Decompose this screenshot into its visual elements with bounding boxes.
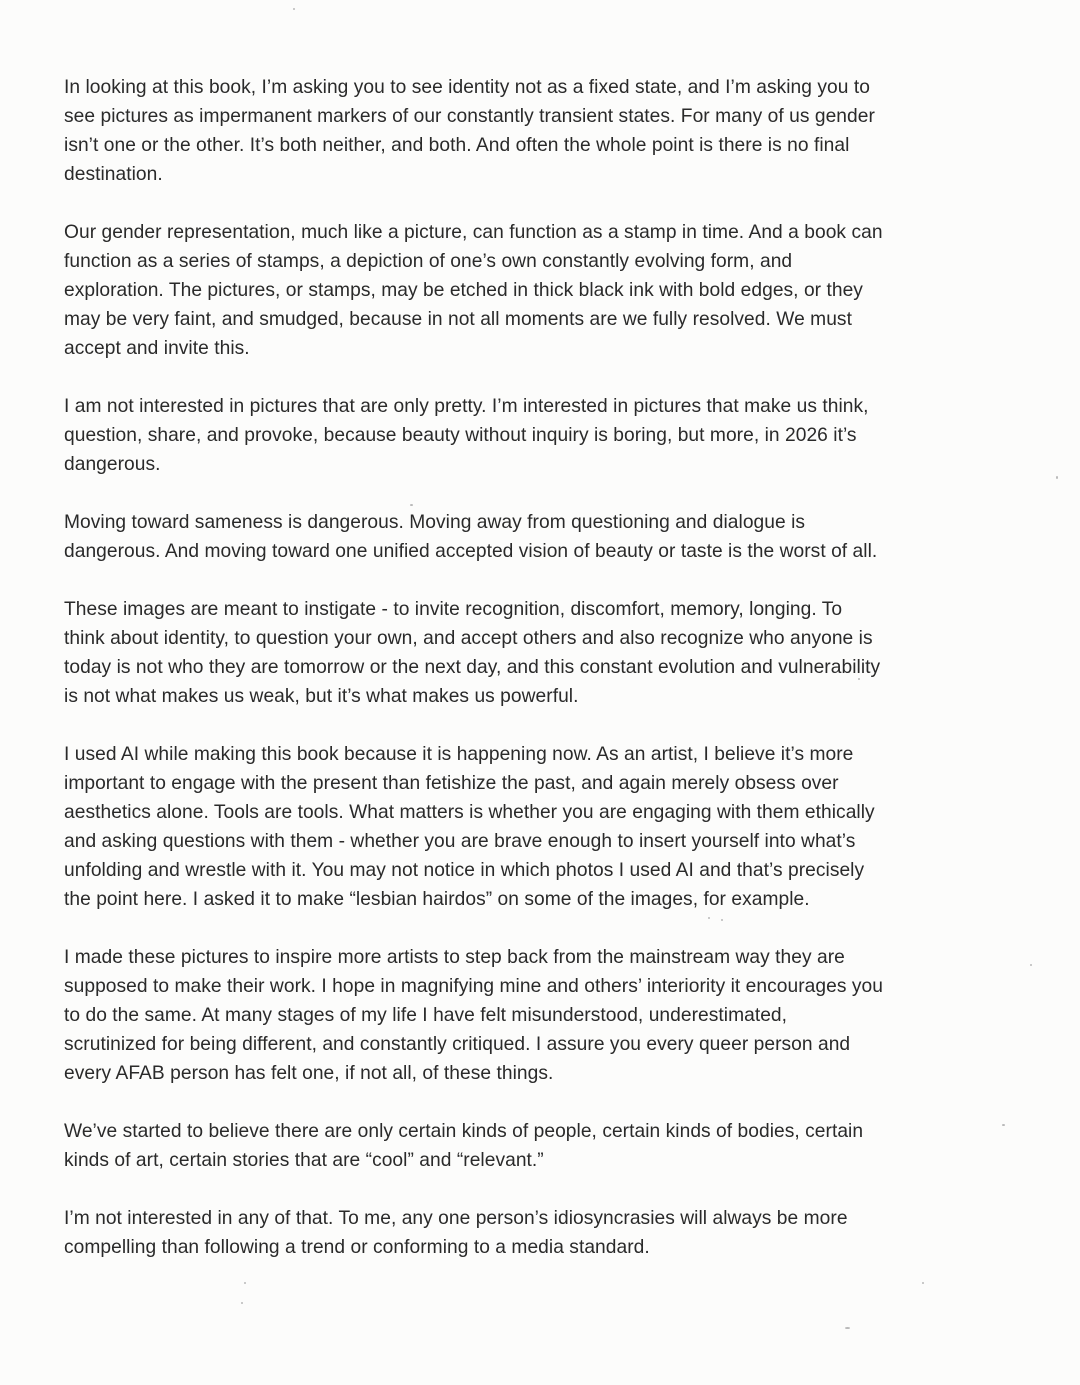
text-line: to do the same. At many stages of my life I have felt misunderstood, underestimated,: [64, 1005, 788, 1026]
text-line: see pictures as impermanent markers of our constantly transient states. For many of us gender: [64, 106, 875, 127]
text-line: and asking questions with them - whether you are brave enough to insert yourself into what’s: [64, 831, 856, 852]
text-line: isn’t one or the other. It’s both neither, and both. And often the whole point is there is no final: [64, 135, 850, 156]
text-line: I’m not interested in any of that. To me, any one person’s idiosyncrasies will always be more: [64, 1208, 848, 1229]
text-line: scrutinized for being different, and constantly critiqued. I assure you every queer person and: [64, 1034, 851, 1055]
scan-speck: [708, 917, 710, 919]
text-line: unfolding and wrestle with it. You may not notice in which photos I used AI and that’s precisely: [64, 860, 865, 881]
paragraph: [64, 943, 1004, 1088]
text-line: question, share, and provoke, because beauty without inquiry is boring, but more, in 2026 it’s: [64, 425, 857, 446]
scan-speck: [244, 1282, 246, 1284]
paragraph: [64, 740, 1004, 914]
text-line: destination.: [64, 164, 163, 185]
text-line: aesthetics alone. Tools are tools. What matters is whether you are engaging with them ethically: [64, 802, 875, 823]
scan-speck: [293, 8, 295, 10]
paragraph: [64, 73, 1004, 189]
text-line: Moving toward sameness is dangerous. Moving away from questioning and dialogue is: [64, 512, 806, 533]
text-line: important to engage with the present than fetishize the past, and again merely obsess over: [64, 773, 839, 794]
text-line: supposed to make their work. I hope in magnifying mine and others’ interiority it encourages you: [64, 976, 883, 997]
document-body: [64, 73, 1004, 1291]
text-line: In looking at this book, I’m asking you to see identity not as a fixed state, and I’m asking you to: [64, 77, 870, 98]
text-line: dangerous.: [64, 454, 161, 475]
paragraph: [64, 218, 1004, 363]
scan-speck: [241, 1302, 243, 1304]
text-line: Our gender representation, much like a picture, can function as a stamp in time. And a book can: [64, 222, 883, 243]
text-line: every AFAB person has felt one, if not all, of these things.: [64, 1063, 554, 1084]
text-line: may be very faint, and smudged, because in not all moments are we fully resolved. We must: [64, 309, 852, 330]
paragraph: [64, 508, 1004, 566]
scan-speck: [410, 504, 413, 506]
text-line: accept and invite this.: [64, 338, 250, 359]
text-line: exploration. The pictures, or stamps, may be etched in thick black ink with bold edges, or they: [64, 280, 863, 301]
scan-speck: [858, 678, 860, 680]
text-line: compelling than following a trend or conforming to a media standard.: [64, 1237, 650, 1258]
text-line: I am not interested in pictures that are only pretty. I’m interested in pictures that make us think,: [64, 396, 869, 417]
text-line: kinds of art, certain stories that are “cool” and “relevant.”: [64, 1150, 544, 1171]
scan-speck: [1056, 476, 1058, 479]
paragraph: [64, 392, 1004, 479]
text-line: I used AI while making this book because it is happening now. As an artist, I believe it’s more: [64, 744, 854, 765]
scan-speck: [845, 1327, 850, 1329]
paragraph: [64, 1117, 1004, 1175]
scan-speck: [922, 1282, 924, 1284]
scan-speck: [1002, 1124, 1005, 1126]
paragraph: [64, 1204, 1004, 1262]
text-line: think about identity, to question your own, and accept others and also recognize who anyone is: [64, 628, 873, 649]
text-line: function as a series of stamps, a depiction of one’s own constantly evolving form, and: [64, 251, 793, 272]
text-line: today is not who they are tomorrow or the next day, and this constant evolution and vulnerability: [64, 657, 881, 678]
text-line: I made these pictures to inspire more artists to step back from the mainstream way they are: [64, 947, 845, 968]
text-line: dangerous. And moving toward one unified accepted vision of beauty or taste is the worst of all.: [64, 541, 878, 562]
scan-speck: [1030, 964, 1032, 966]
text-line: is not what makes us weak, but it’s what makes us powerful.: [64, 686, 579, 707]
paragraph: [64, 595, 1004, 711]
text-line: These images are meant to instigate - to invite recognition, discomfort, memory, longing. To: [64, 599, 843, 620]
scan-speck: [721, 919, 723, 921]
text-line: the point here. I asked it to make “lesbian hairdos” on some of the images, for example.: [64, 889, 810, 910]
text-line: We’ve started to believe there are only certain kinds of people, certain kinds of bodies, certain: [64, 1121, 864, 1142]
